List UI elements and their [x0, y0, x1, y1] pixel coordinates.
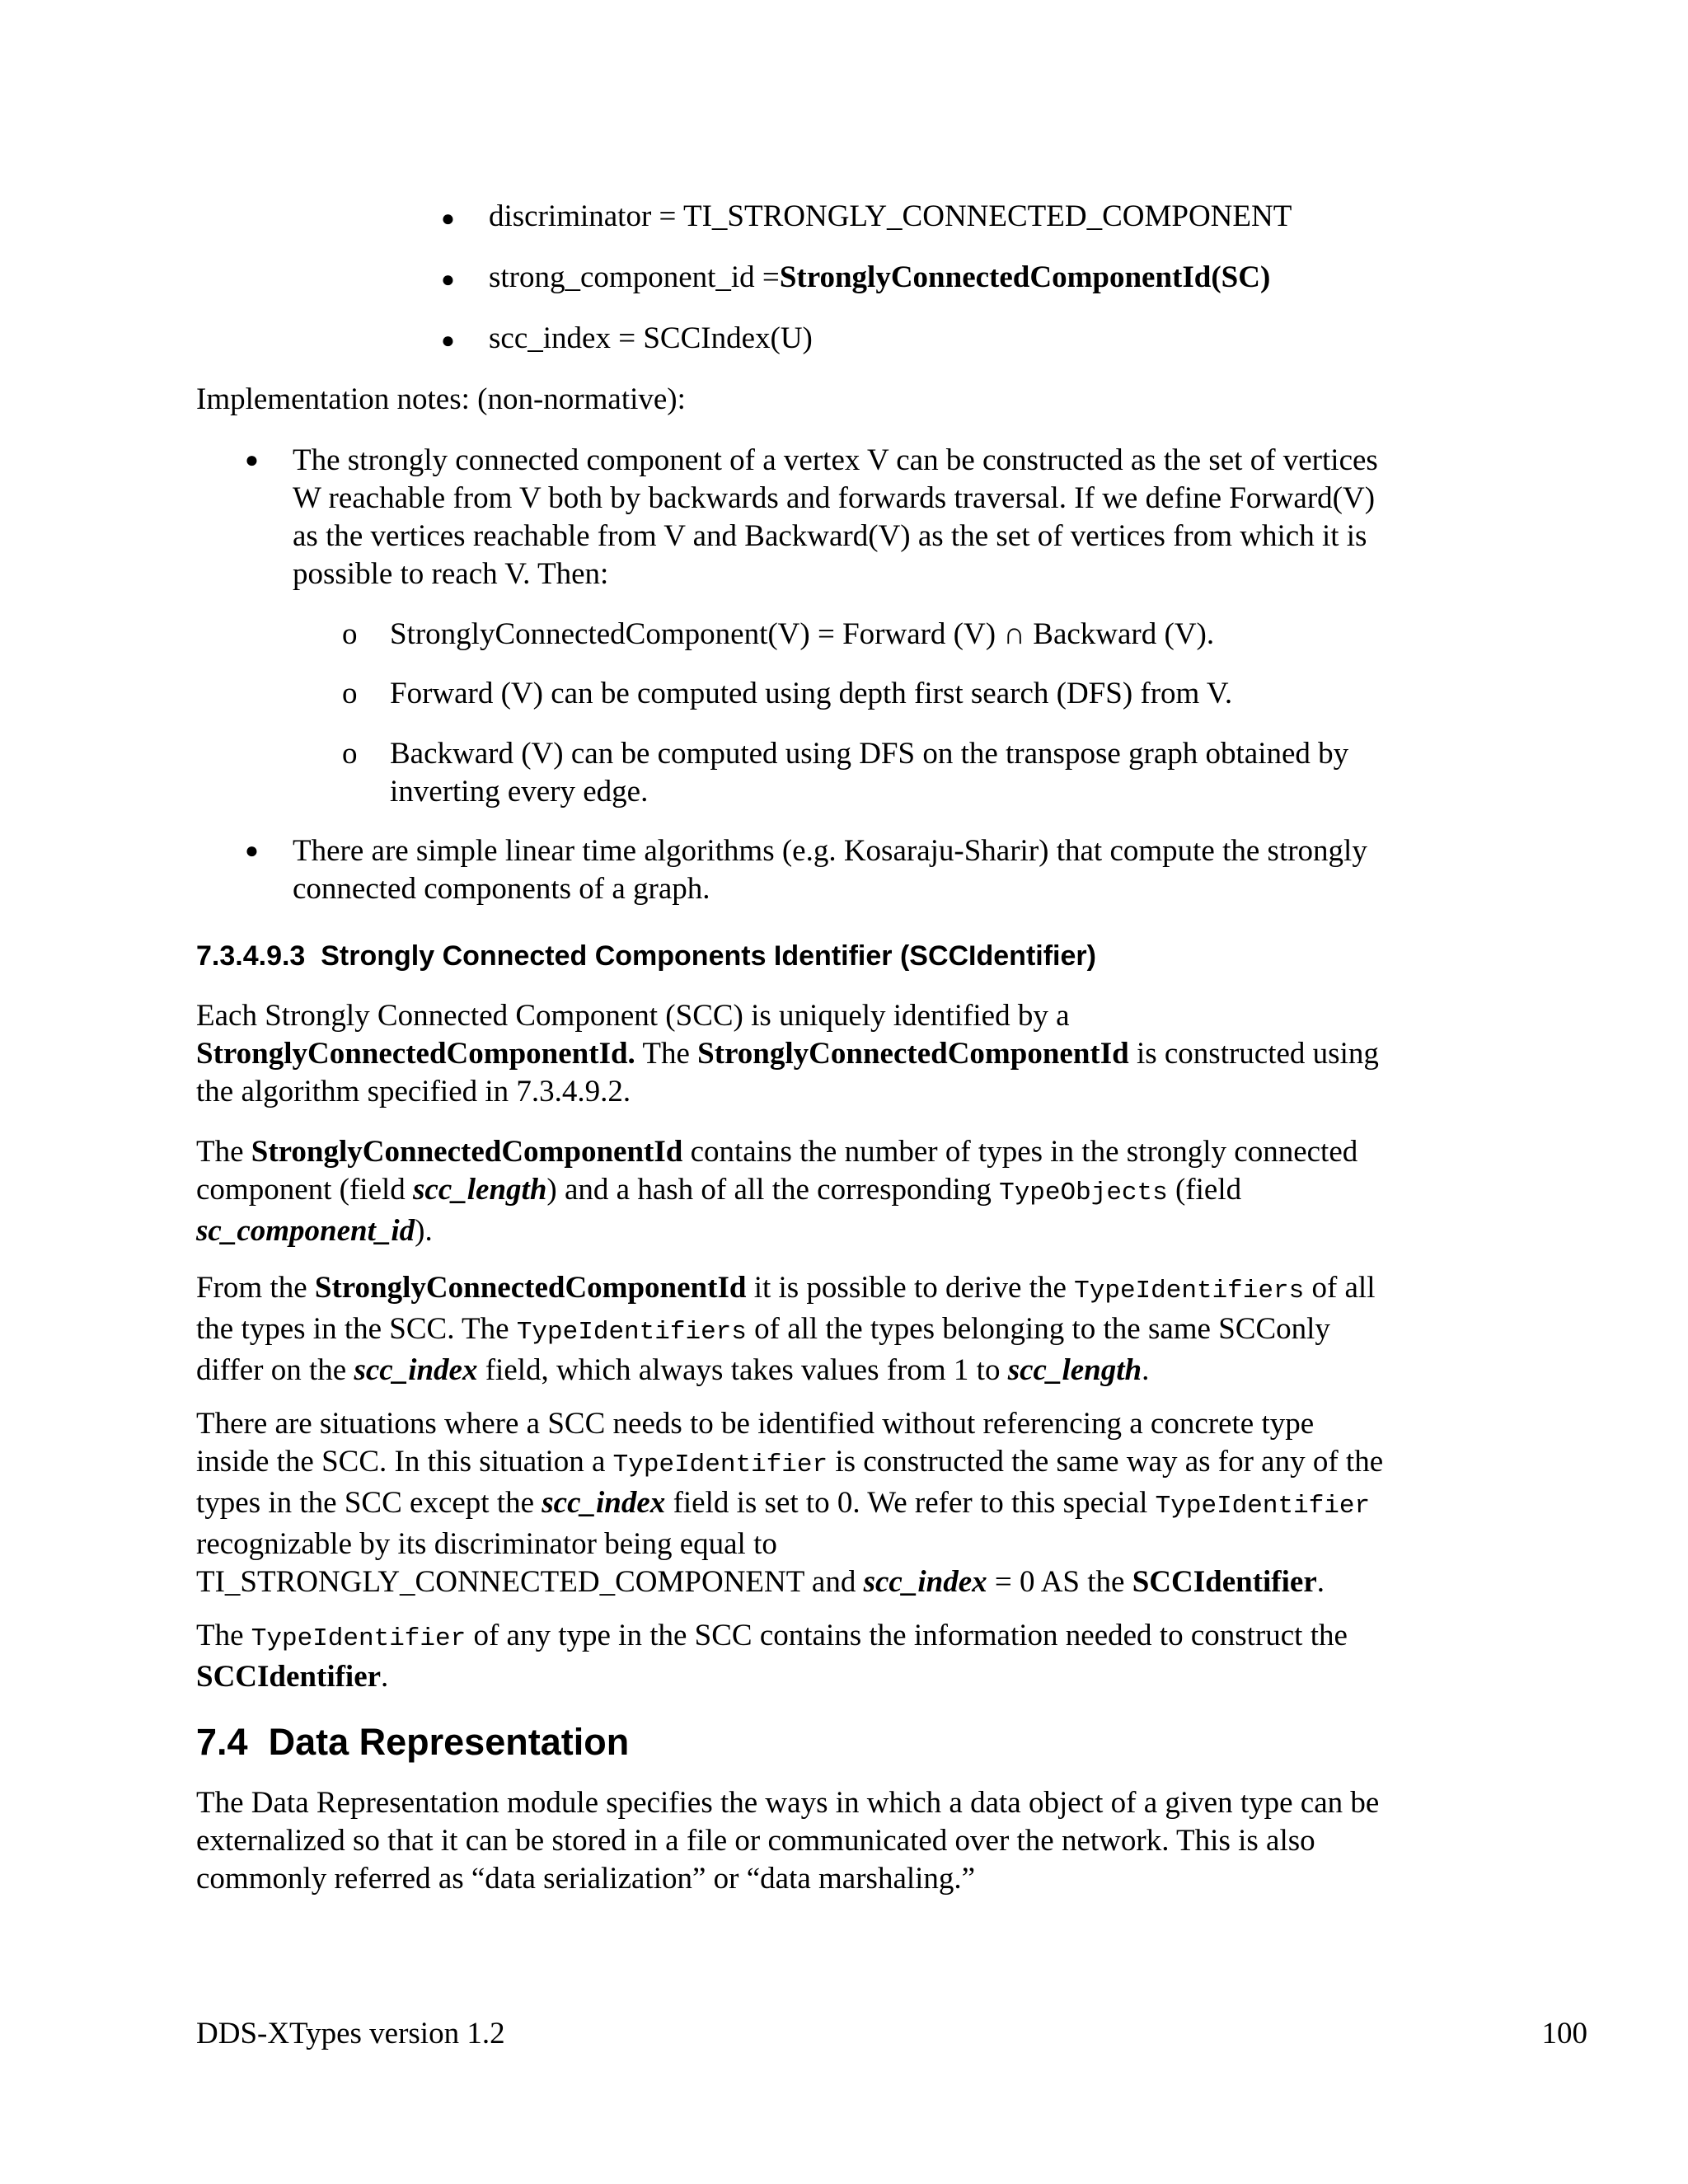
text-run: From the: [196, 1271, 315, 1305]
text-run: is constructed the same way as for any of the: [828, 1445, 1384, 1479]
text-run: The: [196, 1619, 251, 1652]
text-line: [196, 1352, 1376, 1390]
bullet-icon: ●: [245, 448, 259, 473]
text-line: connected components of a graph.: [293, 872, 710, 906]
paragraph: [196, 1405, 1383, 1601]
bold-term: StronglyConnectedComponentId: [697, 1037, 1129, 1071]
text-run: field, which always takes values from 1 to: [477, 1353, 1008, 1387]
text-run: of all: [1304, 1271, 1376, 1305]
bold-term: StronglyConnectedComponentId: [251, 1135, 683, 1169]
text-line: [196, 1212, 1357, 1250]
code-term: TypeObjects: [999, 1179, 1168, 1207]
footer-title: DDS-XTypes version 1.2: [196, 2017, 505, 2050]
text-line: There are simple linear time algorithms (e.g. Kosaraju-Sharir) that compute the strongly: [293, 834, 1367, 868]
text-run: = 0 AS the: [987, 1565, 1132, 1599]
text-line: The strongly connected component of a vertex V can be constructed as the set of vertices: [293, 443, 1378, 477]
field-name: scc_length: [413, 1173, 547, 1207]
code-term: TypeIdentifier: [612, 1451, 828, 1479]
bold-term: SCCIdentifier: [1132, 1565, 1317, 1599]
section-title: Strongly Connected Components Identifier (SCCIdentifier): [321, 940, 1096, 972]
text-line: The Data Representation module specifies the ways in which a data object of a given type can be: [196, 1786, 1380, 1820]
field-name: sc_component_id: [196, 1214, 415, 1248]
text-run: .: [1142, 1353, 1150, 1387]
text-run: (field: [1167, 1173, 1242, 1207]
list-item: [441, 259, 1270, 299]
field-name: scc_length: [1007, 1353, 1142, 1387]
sub-list-item-text: [390, 735, 1348, 811]
text-run: contains the number of types in the strongly connected: [682, 1135, 1358, 1169]
text-line: There are situations where a SCC needs to be identified without referencing a concrete type: [196, 1407, 1315, 1441]
text-line: [196, 1133, 1357, 1171]
paragraph: [196, 1269, 1376, 1390]
text-line: recognizable by its discriminator being equal to: [196, 1527, 777, 1561]
text-line: [196, 1035, 1379, 1073]
list-item-text: [293, 832, 1367, 908]
text-run: .: [1316, 1565, 1325, 1599]
impl-notes-label: Implementation notes: (non-normative):: [196, 382, 686, 416]
field-name: scc_index: [354, 1353, 478, 1387]
text-line: [196, 1171, 1357, 1212]
text-run: it is possible to derive the: [746, 1271, 1075, 1305]
bullet-icon: ●: [441, 267, 455, 293]
text-run: field is set to 0. We refer to this special: [665, 1486, 1156, 1520]
text-line: Each Strongly Connected Component (SCC) is uniquely identified by a: [196, 999, 1070, 1033]
bold-term: SCCIdentifier: [196, 1660, 382, 1694]
list-item-text: discriminator = TI_STRONGLY_CONNECTED_COMPONENT: [489, 199, 1292, 233]
text-run: inside the SCC. In this situation a: [196, 1445, 613, 1479]
section-number: 7.4: [196, 1721, 248, 1763]
text-run: .: [381, 1660, 389, 1694]
text-line: [196, 1563, 1383, 1601]
field-name: scc_index: [542, 1486, 666, 1520]
text-line: as the vertices reachable from V and Backward(V) as the set of vertices from which it is: [293, 519, 1367, 553]
bullet-icon: ●: [245, 838, 259, 864]
code-term: TypeIdentifier: [251, 1624, 467, 1653]
list-item: [245, 832, 293, 870]
list-item-text: [293, 442, 1378, 593]
code-term: TypeIdentifiers: [516, 1318, 747, 1347]
bullet-icon: ●: [441, 328, 455, 354]
text-line: [196, 1310, 1376, 1352]
circle-bullet-icon: o: [342, 737, 358, 771]
paragraph: [196, 997, 1379, 1111]
text-line: [196, 1443, 1383, 1484]
circle-bullet-icon: o: [342, 677, 358, 710]
text-run: of any type in the SCC contains the information needed to construct the: [466, 1619, 1348, 1652]
text-run: differ on the: [196, 1353, 354, 1387]
sub-list-item-text: StronglyConnectedComponent(V) = Forward (V) ∩ Backward (V).: [390, 617, 1215, 651]
text-line: W reachable from V both by backwards and forwards traversal. If we define Forward(V): [293, 481, 1376, 515]
text-run: The: [635, 1037, 698, 1071]
section-number: 7.3.4.9.3: [196, 940, 306, 972]
bullet-icon: ●: [441, 206, 455, 232]
text-run: ).: [415, 1214, 433, 1248]
field-name: scc_index: [863, 1565, 987, 1599]
list-item-bold: StronglyConnectedComponentId(SC): [779, 260, 1271, 294]
page-number: 100: [1541, 2017, 1587, 2050]
text-run: the types in the SCC. The: [196, 1312, 517, 1346]
text-line: possible to reach V. Then:: [293, 557, 609, 591]
paragraph: [196, 1617, 1348, 1696]
code-term: TypeIdentifiers: [1074, 1277, 1305, 1305]
section-title: Data Representation: [268, 1721, 630, 1763]
text-run: types in the SCC except the: [196, 1486, 542, 1520]
text-line: [196, 1484, 1383, 1526]
list-item: [441, 198, 1292, 238]
section-heading: [196, 1719, 629, 1765]
text-line: externalized so that it can be stored in a file or communicated over the network. This is also: [196, 1824, 1315, 1858]
sub-list-item: [342, 735, 390, 773]
text-line: [196, 1658, 1348, 1696]
list-item-text: scc_index = SCCIndex(U): [489, 321, 813, 355]
sub-list-item: [342, 675, 1232, 713]
text-line: inverting every edge.: [390, 775, 649, 808]
sub-list-item-text: Forward (V) can be computed using depth first search (DFS) from V.: [390, 677, 1233, 710]
text-run: component (field: [196, 1173, 414, 1207]
text-run: of all the types belonging to the same SCConly: [746, 1312, 1330, 1346]
list-item: [245, 442, 293, 480]
sub-list-item: [342, 616, 1214, 654]
text-run: is constructed using: [1128, 1037, 1379, 1071]
text-line: Backward (V) can be computed using DFS on the transpose graph obtained by: [390, 737, 1349, 771]
bold-term: StronglyConnectedComponentId: [314, 1271, 747, 1305]
paragraph: [196, 1784, 1379, 1898]
paragraph: [196, 1133, 1357, 1250]
text-line: the algorithm specified in 7.3.4.9.2.: [196, 1075, 631, 1108]
bold-term: StronglyConnectedComponentId.: [196, 1037, 635, 1071]
code-term: TypeIdentifier: [1155, 1492, 1371, 1521]
text-line: commonly referred as “data serialization” or “data marshaling.”: [196, 1862, 976, 1896]
text-run: The: [196, 1135, 251, 1169]
text-run: ) and a hash of all the corresponding: [546, 1173, 1000, 1207]
list-item-text: strong_component_id =: [489, 260, 780, 294]
circle-bullet-icon: o: [342, 617, 358, 651]
text-run: TI_STRONGLY_CONNECTED_COMPONENT and: [196, 1565, 864, 1599]
text-line: [196, 1617, 1348, 1658]
section-heading: [196, 937, 1096, 975]
list-item: [441, 320, 813, 360]
text-line: [196, 1269, 1376, 1310]
